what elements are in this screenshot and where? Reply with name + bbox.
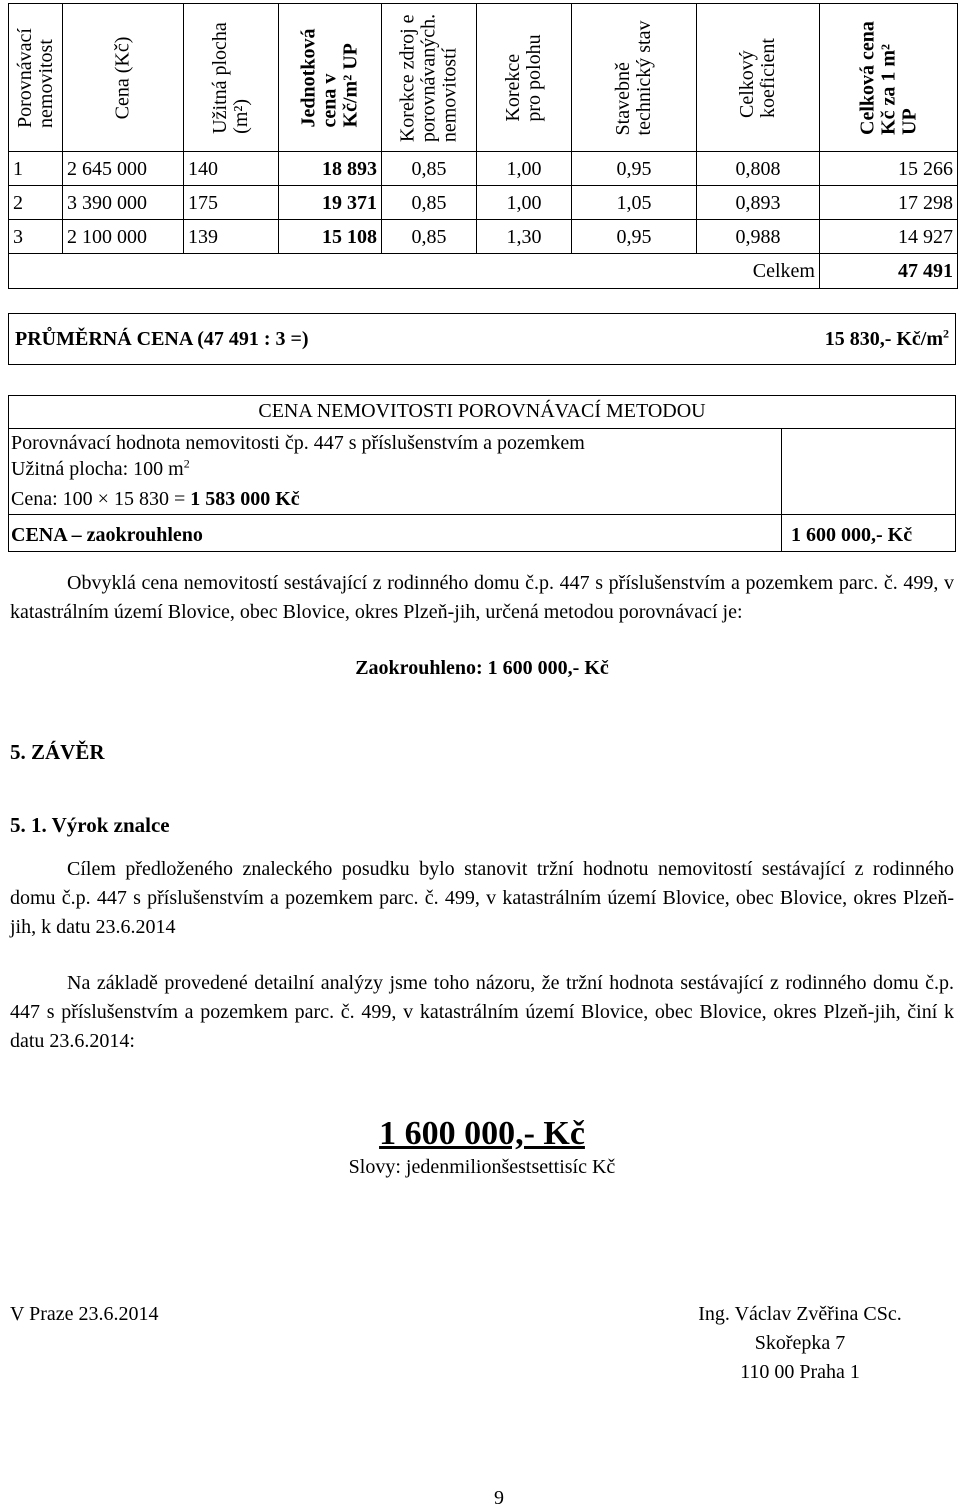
table-row xyxy=(9,152,958,186)
table-cell: 0,988 xyxy=(697,220,820,254)
table-cell: 139 xyxy=(184,220,279,254)
column-header-line: Cena (Kč) xyxy=(111,36,134,119)
table-cell: 14 927 xyxy=(820,220,958,254)
total-value: 47 491 xyxy=(820,254,958,289)
column-header-line: Korekce zdroj e xyxy=(396,13,419,142)
column-header-line: Kč/m² UP xyxy=(339,42,362,127)
table-cell: 1,05 xyxy=(572,186,697,220)
conclusion-paragraph-2: Na základě provedené detailní analýzy jsme toho názoru, že tržní hodnota sestávající z rodinného domu č.p. 447 s příslušenstvím a pozemkem parc. č. 499, v katastrálním území Blovice, obec Blovice, okres Plzeň-jih, činí k datu 23.6.2014: xyxy=(10,972,954,1052)
column-header-line: Stavebně xyxy=(612,61,634,135)
table-cell: 15 266 xyxy=(820,152,958,186)
column-header-line: Užitná plocha xyxy=(209,21,231,134)
average-price-label: PRŮMĚRNÁ CENA (47 491 : 3 =) xyxy=(15,327,309,350)
table-cell: 15 108 xyxy=(279,220,382,254)
column-header xyxy=(820,4,958,152)
column-header xyxy=(279,4,382,152)
total-label: Celkem xyxy=(697,254,820,289)
total-spacer xyxy=(9,254,697,289)
table-cell: 2 xyxy=(9,186,63,220)
table-cell: 3 xyxy=(9,220,63,254)
column-header-line: cena v xyxy=(318,73,341,127)
rounded-price-value: 1 600 000,- Kč xyxy=(791,524,913,546)
method-line-1: Porovnávací hodnota nemovitosti čp. 447 s příslušenstvím a pozemkem xyxy=(11,432,585,454)
table-row xyxy=(9,186,958,220)
table-cell: 0,95 xyxy=(572,220,697,254)
method-divider-2 xyxy=(9,514,955,515)
usual-price-paragraph: Obvyklá cena nemovitostí sestávající z rodinného domu č.p. 447 s příslušenstvím a pozemkem parc. č. 499, v katastrálním území Blovice, obec Blovice, okres Plzeň-jih, určená metodou porovnávací je: xyxy=(10,572,954,623)
table-cell: 0,95 xyxy=(572,152,697,186)
page-number: 9 xyxy=(494,1487,504,1509)
method-line-3: Cena: 100 × 15 830 = 1 583 000 Kč xyxy=(11,488,300,510)
column-header-line: technický stav xyxy=(633,20,655,135)
column-header-line: koeficient xyxy=(757,37,779,118)
column-header-line: Porovnávací xyxy=(13,27,36,128)
column-header-line: porovnávaných. xyxy=(417,13,440,142)
comparative-method-box xyxy=(8,395,956,552)
expert-street: Skořepka 7 xyxy=(754,1332,846,1354)
column-header-line: Korekce xyxy=(502,53,524,122)
final-value: 1 600 000,- Kč xyxy=(379,1115,585,1152)
column-header xyxy=(63,4,184,152)
method-column-divider xyxy=(781,428,782,551)
table-cell: 1 xyxy=(9,152,63,186)
column-header-line: Jednotková xyxy=(297,28,320,127)
column-header-line: UP xyxy=(898,107,920,135)
table-cell: 17 298 xyxy=(820,186,958,220)
method-line-2: Užitná plocha: 100 $m^2$ xyxy=(11,456,190,480)
method-title: CENA NEMOVITOSTI POROVNÁVACÍ METODOU xyxy=(258,400,706,422)
table-header-row xyxy=(9,4,958,152)
table-cell: 0,85 xyxy=(382,186,477,220)
table-cell: 1,00 xyxy=(477,186,572,220)
table-cell: 3 390 000 xyxy=(63,186,184,220)
column-header-line: Kč za 1 m² xyxy=(877,43,899,135)
comparison-table xyxy=(8,3,958,289)
final-value-words: Slovy: jedenmilionšestsettisíc Kč xyxy=(348,1156,616,1178)
column-header-line: nemovitostí xyxy=(438,47,461,142)
column-header xyxy=(477,4,572,152)
table-total-row xyxy=(9,254,958,289)
conclusion-paragraph-1: Cílem předloženého znaleckého posudku bylo stanovit tržní hodnotu nemovitostí sestávající z rodinného domu č.p. 447 s příslušenstvím a pozemkem parc. č. 499, v katastrálním území Blovice, obec Blovice, okres Plzeň-jih, k datu 23.6.2014 xyxy=(10,858,954,938)
column-header xyxy=(697,4,820,152)
table-cell: 140 xyxy=(184,152,279,186)
table-cell: 1,30 xyxy=(477,220,572,254)
column-header-line: Celková cena xyxy=(856,20,878,135)
table-cell: 2 645 000 xyxy=(63,152,184,186)
column-header-line: pro polohu xyxy=(523,33,545,122)
section-heading: 5. ZÁVĚR xyxy=(10,740,105,764)
average-price-box xyxy=(8,313,956,365)
table-cell: 19 371 xyxy=(279,186,382,220)
column-header xyxy=(9,4,63,152)
table-cell: 2 100 000 xyxy=(63,220,184,254)
table-cell: 0,893 xyxy=(697,186,820,220)
table-row xyxy=(9,220,958,254)
expert-name: Ing. Václav Zvěřina CSc. xyxy=(698,1303,902,1325)
table-cell: 0,808 xyxy=(697,152,820,186)
column-header-line: nemovitost xyxy=(34,38,57,128)
column-header xyxy=(572,4,697,152)
table-cell: 0,85 xyxy=(382,152,477,186)
table-cell: 0,85 xyxy=(382,220,477,254)
place-date: V Praze 23.6.2014 xyxy=(10,1303,159,1325)
average-price-value: 15 830,- $Kč/m^2$ xyxy=(824,325,949,350)
table-cell: 18 893 xyxy=(279,152,382,186)
table-cell: 175 xyxy=(184,186,279,220)
table-cell: 1,00 xyxy=(477,152,572,186)
method-divider xyxy=(9,428,955,429)
column-header-line: (m²) xyxy=(230,98,252,134)
expert-city: 110 00 Praha 1 xyxy=(740,1361,860,1383)
rounded-price-label: CENA – zaokrouhleno xyxy=(11,524,203,546)
column-header-line: Celkový xyxy=(736,49,758,118)
usual-price-rounded: Zaokrouhleno: 1 600 000,- Kč xyxy=(355,657,609,679)
table-body xyxy=(9,152,958,254)
column-header xyxy=(184,4,279,152)
subsection-heading: 5. 1. Výrok znalce xyxy=(10,813,170,837)
column-header xyxy=(382,4,477,152)
